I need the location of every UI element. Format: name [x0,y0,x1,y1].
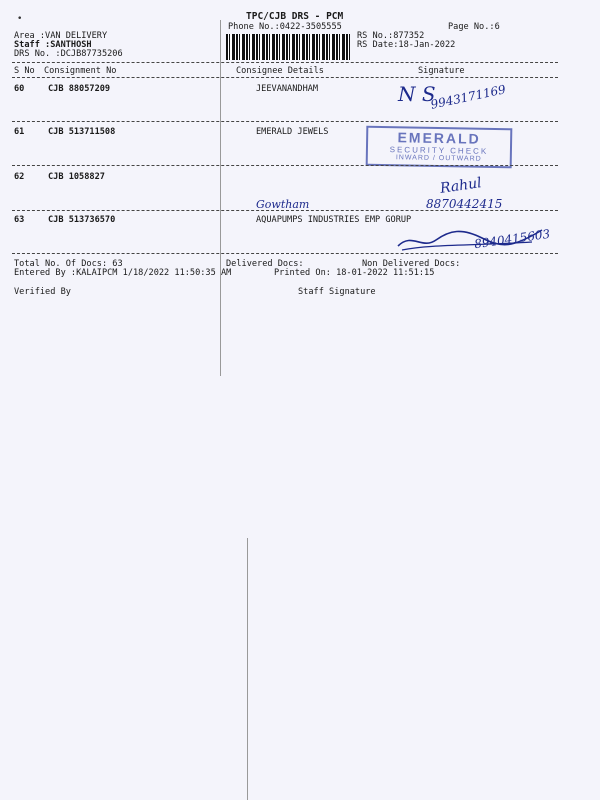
staff-name: SANTHOSH [50,40,92,50]
row-separator [12,210,558,211]
col-consignment: Consignment No [44,66,117,76]
row-separator [12,253,558,254]
fold-line-top [220,20,221,376]
verified-by: Verified By [14,287,71,297]
signature-row60: N S [398,82,436,106]
col-signature: Signature [418,66,465,76]
row-separator [12,165,558,166]
phone-row63: 8940415603 [473,226,551,252]
phone-row62: 8870442415 [426,197,503,211]
row-consignee: EMERALD JEWELS [256,127,329,137]
handwritten-name-row63: Gowtham [256,198,310,211]
row-consignee: AQUAPUMPS INDUSTRIES EMP GORUP [256,215,412,225]
row-consignee: JEEVANANDHAM [256,84,319,94]
fold-line-bottom [247,538,248,800]
phone-row60: 9943171169 [429,82,507,112]
row-consignment: CJB 513736570 [48,215,116,225]
emerald-security-stamp [366,126,513,169]
row-consignment: CJB 1058827 [48,172,105,182]
row-sno: 63 [14,215,25,225]
stamp-line2: SECURITY CHECK [389,145,489,156]
col-consignee: Consignee Details [236,66,324,76]
row-consignment: CJB 88057209 [48,84,111,94]
delivered-docs: Delivered Docs: [226,259,304,269]
staff-signature: Staff Signature [298,287,376,297]
report-title: TPC/CJB DRS - PCM [246,11,344,22]
row-sno: 62 [14,172,25,182]
staff-label-text: Staff : [14,40,51,50]
header-rule-bottom [12,77,558,78]
total-docs: Total No. Of Docs: 63 [14,259,123,269]
printed-on: Printed On: 18-01-2022 11:51:15 [274,268,435,278]
col-sno: S No [14,66,35,76]
entered-by: Entered By :KALAIPCM 1/18/2022 11:50:35 AM [14,268,232,278]
row-consignment: CJB 513711508 [48,127,116,137]
drs-number: DRS No. :DCJB87735206 [14,49,123,59]
area-label: Area :VAN DELIVERY [14,31,108,41]
signature-row62: Rahul [439,175,483,197]
row-sno: 60 [14,84,25,94]
row-separator [12,121,558,122]
page-number: Page No.:6 [448,22,500,32]
rs-date: RS Date:18-Jan-2022 [357,40,456,50]
scan-speck: • [17,14,23,24]
non-delivered-docs: Non Delivered Docs: [362,259,461,269]
phone-number: Phone No.:0422-3505555 [228,22,342,32]
stamp-line3: INWARD / OUTWARD [395,154,482,163]
stamp-line1: EMERALD [397,129,481,147]
row-sno: 61 [14,127,25,137]
barcode [226,34,350,60]
header-rule-top [12,62,558,63]
rs-number: RS No.:877352 [357,31,425,41]
